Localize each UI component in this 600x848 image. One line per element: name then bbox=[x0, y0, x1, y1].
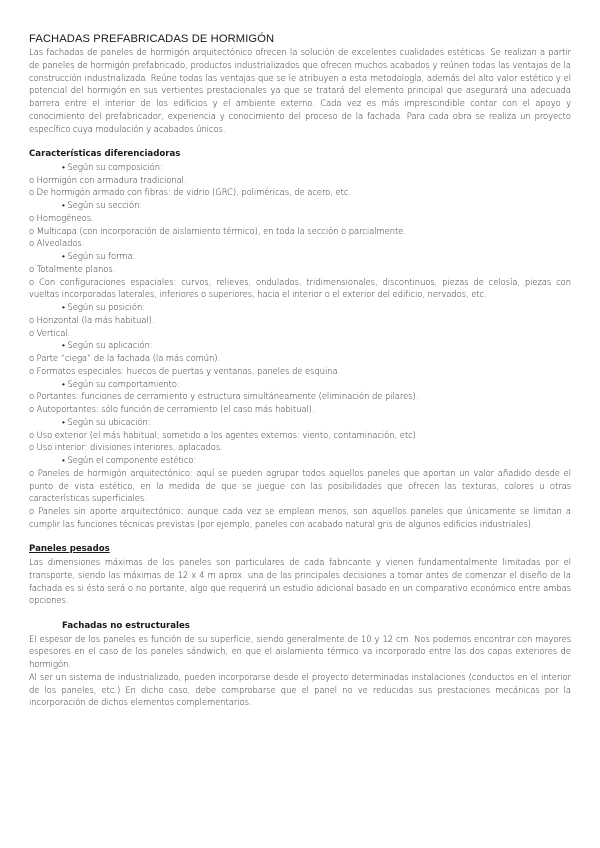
list-item: o Con configuraciones espaciales: curvos, relieves, ondulados, tridimensionales, discontinuos, piezas de celosía, piezas con vueltas incorporadas laterales, inferiores o superiores, hacia el interior o el exterior del edificio, nervados, etc. bbox=[29, 276, 571, 300]
spacer bbox=[29, 531, 571, 544]
bullet-heading: • Según su comportamiento: bbox=[62, 378, 180, 389]
bullet-heading: • Según su sección: bbox=[62, 200, 143, 210]
bullet-heading: • Según su composición: bbox=[62, 161, 163, 172]
heavy-panels-paragraph: Las dimensiones máximas de los paneles son particulares de cada fabricante y vienen fundamentalmente limitadas por el transporte, siendo las máximas de 12 x 4 m aprox. una de las principales decisiones a tomar antes de comenzar el diseño de la fachada es si ésta será o no portante, algo que requerirá un estudio adicional basado en un comparativo económico entre ambas opciones. bbox=[29, 557, 571, 606]
group-application bbox=[29, 339, 571, 377]
list-item: o Totalmente planos. bbox=[29, 263, 116, 274]
list-item: o Formatos especiales: huecos de puertas y ventanas, paneles de esquina. bbox=[29, 365, 341, 376]
document-page bbox=[29, 33, 571, 709]
list-item: o Portantes: funciones de cerramiento y estructura simultáneamente (eliminación de pilares). bbox=[29, 391, 419, 402]
list-item: o Horizontal (la más habitual). bbox=[29, 314, 155, 325]
spacer bbox=[29, 135, 571, 148]
list-item: o Parte “ciega” de la fachada (la más común). bbox=[29, 353, 221, 363]
list-item: o Paneles de hormigón arquitectónico: aquí se pueden agrupar todos aquellos paneles que aportan un valor añadido desde el punto de vista estético, en la medida de que se juegue con las posibilidades que ofrecen las texturas, colores u otras características superficiales. bbox=[29, 467, 571, 504]
characteristics-list bbox=[29, 161, 571, 531]
list-item: o Multicapa (con incorporación de aislamiento térmico), en toda la sección o parcialmente. bbox=[29, 225, 406, 236]
group-composition bbox=[29, 161, 571, 199]
group-location bbox=[29, 416, 571, 454]
group-aesthetic bbox=[29, 454, 571, 531]
group-shape bbox=[29, 250, 571, 301]
non-structural-paragraph-2: Al ser un sistema de industrializado, pueden incorporarse desde el proyecto determinadas instalaciones (conductos en el interior de los paneles, etc.) En dicho caso, debe comprobarse que el panel no ve reducidas sus prestaciones mecánicas por la incorporación de dichos elementos complementarios. bbox=[29, 671, 571, 708]
list-item: o Vertical. bbox=[29, 327, 71, 338]
list-item: o Paneles sin aporte arquitectónico: aunque cada vez se emplean menos, son aquellos paneles que únicamente se limitan a cumplir las funciones técnicas previstas (por ejemplo, paneles con acabado natural gris de algunos edificios industriales). bbox=[29, 506, 571, 529]
bullet-heading: • Según su aplicación: bbox=[62, 340, 153, 351]
non-structural-paragraph-1: El espesor de los paneles es función de su superficie, siendo generalmente de 10 y 12 cm. Nos podemos encontrar con mayores espesores en el caso de los paneles sándwich, en que el aislamiento térmico va incorporado entre las dos capas exteriores de hormigón. bbox=[29, 633, 571, 669]
spacer bbox=[29, 607, 571, 620]
list-item: o Uso interior: divisiones interiores, aplacados. bbox=[29, 442, 223, 453]
group-position bbox=[29, 301, 571, 339]
bullet-heading: • Según su posición: bbox=[62, 302, 146, 312]
list-item: o De hormigón armado con fibras: de vidrio (GRC), poliméricas, de acero, etc. bbox=[29, 187, 351, 198]
bullet-heading: • Según su ubicación: bbox=[62, 416, 151, 427]
intro-paragraph: Las fachadas de paneles de hormigón arquitectónico ofrecen la solución de excelentes cualidades estéticas. Se realizan a partir de paneles de hormigón prefabricado, productos industrializados que ofrecen muchos acabados y reúnen todas las ventajas de la construcción industrializada. Reúne todas las ventajas que se le atribuyen a esta metodología, además del alto valor estético y el potencial del hormigón en sus vertientes prestacionales ya que se tratará del elemento principal que asegurará una adecuada barrera entre el interior de los edificios y el ambiente externo. Cada vez es más imprescindible contar con el apoyo y conocimiento del prefabricador, experiencia y conocimiento del proceso de la fachada. Para cada obra se realiza un proyecto específico cuya modulación y acabados únicos. bbox=[29, 47, 571, 134]
list-item: o Alveolados. bbox=[29, 238, 85, 249]
non-structural-heading: Fachadas no estructurales bbox=[62, 620, 190, 631]
bullet-heading: • Según su forma: bbox=[62, 251, 136, 261]
page-title: FACHADAS PREFABRICADAS DE HORMIGÓN bbox=[29, 33, 275, 45]
list-item: o Homogéneos. bbox=[29, 212, 94, 223]
heavy-panels-heading: Paneles pesados bbox=[29, 544, 110, 555]
group-section bbox=[29, 199, 571, 250]
characteristics-heading: Características diferenciadoras bbox=[29, 149, 181, 159]
bullet-heading: • Según el componente estético: bbox=[62, 455, 197, 465]
group-behavior bbox=[29, 378, 571, 416]
list-item: o Uso exterior (el más habitual; sometido a los agentes externos: viento, contaminación, etc) bbox=[29, 429, 416, 440]
list-item: o Hormigón con armadura tradicional. bbox=[29, 174, 187, 185]
list-item: o Autoportantes: sólo función de cerramiento (el caso más habitual). bbox=[29, 404, 315, 414]
